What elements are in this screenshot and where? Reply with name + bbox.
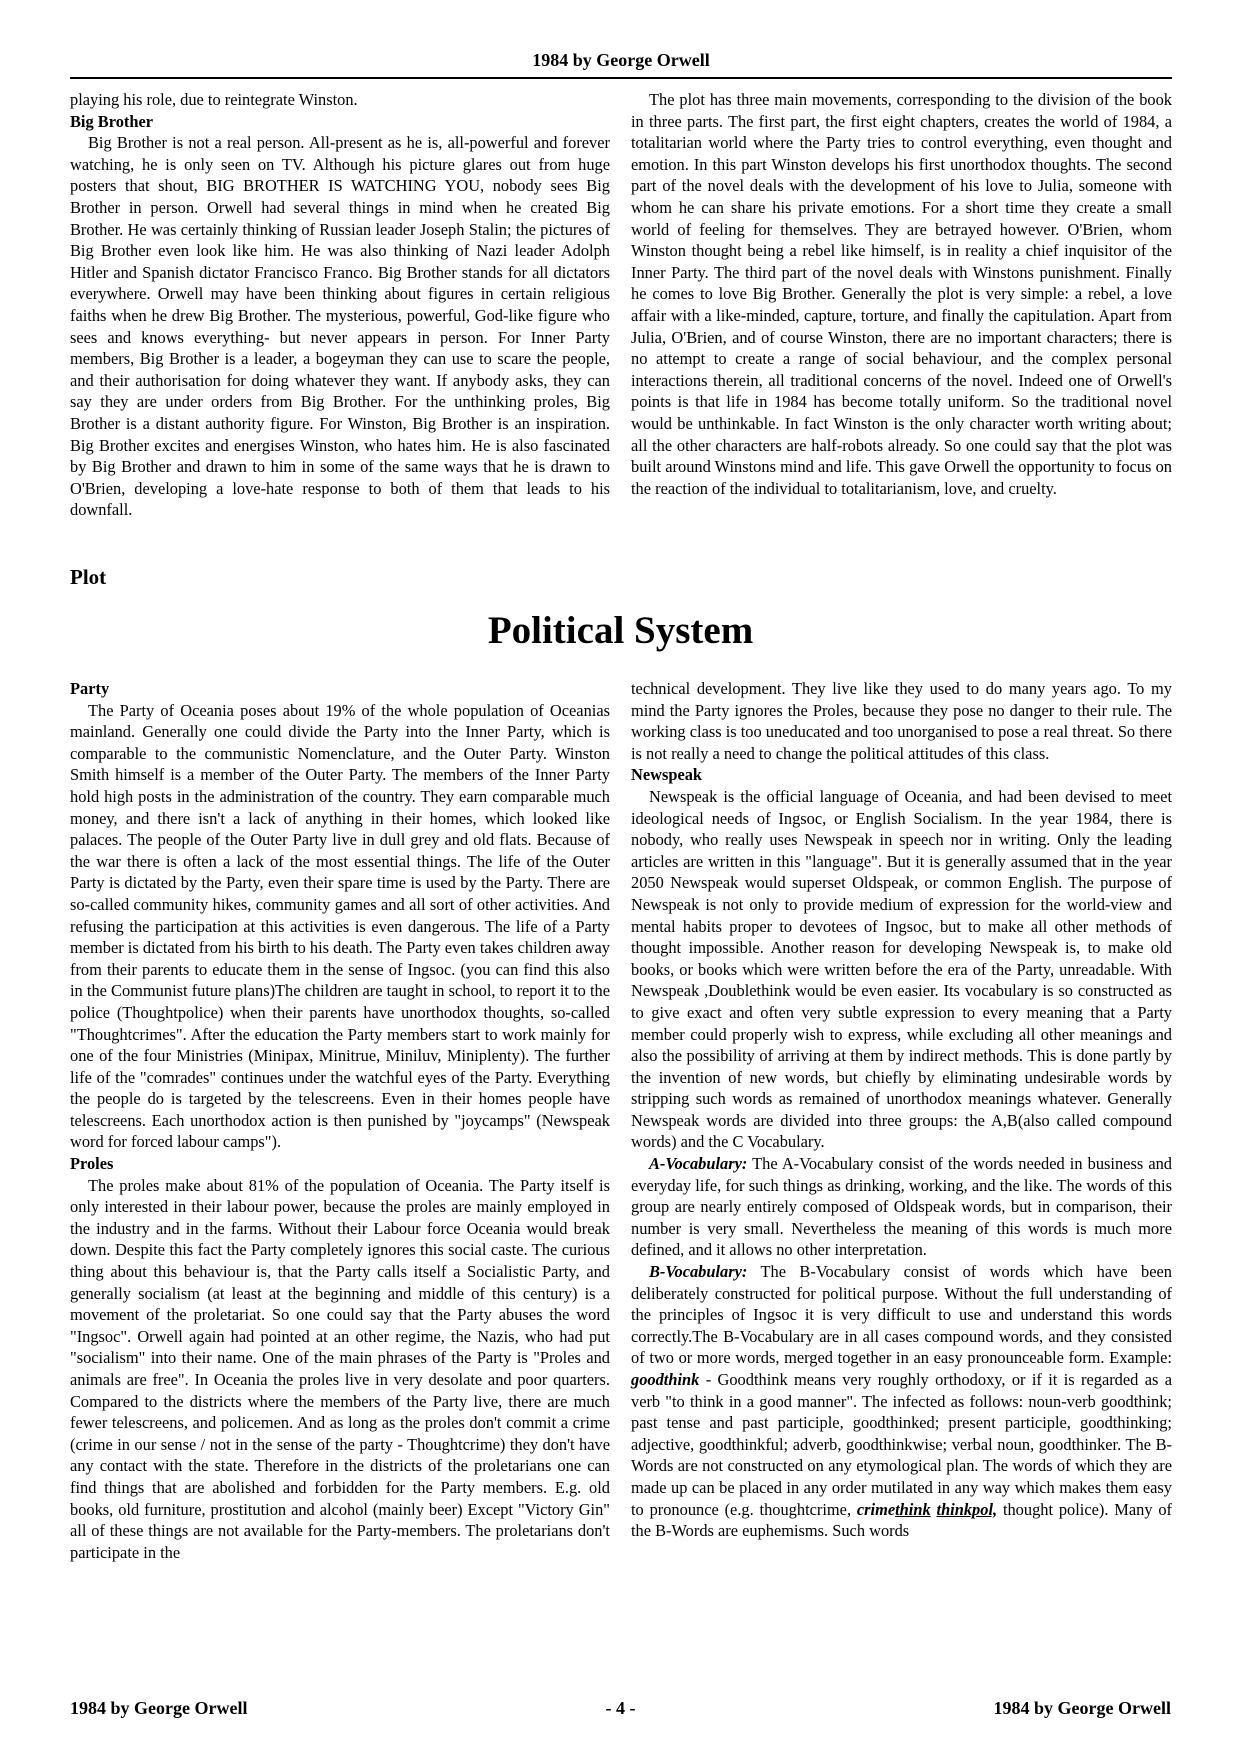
proles-paragraph: The proles make about 81% of the population of Oceania. The Party itself is only interested in their labour power, because the proles are mainly employed in the industry and in the farms. Without their Labour force Oceania would break down. Despite this fact the Party completely ignores this social caste. The curious thing about this behaviour is, that the Party calls itself a Socialistic Party, and generally socialism (at least at the beginning and middle of this century) is a movement of the proletariat. So one could say that the Party abuses the word "Ingsoc". Orwell again had pointed at an other regime, the Nazis, who had put "socialism" into their name. One of the main phrases of the Party is "Proles and animals are free". In Oceania the proles live in very desolate and poor quarters. Compared to the districts where the members of the Party live, there are much fewer telescreens, and policemen. And as long as the proles don't commit a crime (crime in our sense / not in the sense of the party - Thoughtcrime) they don't have any contact with the state. Therefore in the districts of the proletarians one can find things that are abolished and forbidden for the Party members. E.g. old books, old furniture, prostitution and alcohol (mainly beer) Except "Victory Gin" all of these things are not available for the Party-members. The proletarians don't participate in the: [70, 1175, 610, 1562]
party-paragraph: The Party of Oceania poses about 19% of the whole population of Oceanias mainland. Generally one could divide the Party into the Inner Party, which is comparable to the communistic Nomenclature, and the Outer Party. Winston Smith himself is a member of the Outer Party. The members of the Inner Party hold high posts in the administration of the country. They earn comparable much money, and there isn't a lack of anything in their homes, which looked like palaces. The people of the Outer Party live in dull grey and old flats. Because of the war there is often a lack of the most essential things. The life of the Outer Party is dictated by the Party, even their spare time is used by the Party. There are so-called community hikes, community games and all sort of other activities. And refusing the participation at this activities is even dangerous. The life of a Party member is dictated from his birth to his death. The Party even takes children away from their parents to educate them in the sense of Ingsoc. (you can find this also in the Communist future plans)The children are taught in school, to report it to the police (Thoughtpolice) when their parents have unorthodox thoughts, so-called "Thoughtcrimes". After the education the Party members start to work mainly for one of the four Ministries (Minipax, Minitrue, Miniluv, Miniplenty). The further life of the "comrades" continues under the watchful eyes of the Party. Everything the people do is targeted by the telescreens. Even in their homes people have telescreens. Each unorthodox action is then punished by "joycamps" (Newspeak word for forced labour camps").: [70, 700, 610, 1152]
a-vocabulary-paragraph: [631, 1153, 1172, 1261]
b-vocabulary-text-3: thought police). Many of the B-Words are euphemisms. Such words: [631, 1499, 1173, 1541]
proles-continued-paragraph: technical development. They live like they used to do many years ago. To my mind the Party ignores the Proles, because they pose no danger to their rule. The working class is too uneducated and too unorganised to pose a real threat. So there is not really a need to change the political attitudes of this class.: [631, 679, 1172, 763]
footer-right: 1984 by George Orwell: [993, 1698, 1171, 1718]
intro-text: playing his role, due to reintegrate Winston.: [70, 90, 358, 109]
top-left-column: [70, 89, 610, 521]
newspeak-paragraph: Newspeak is the official language of Oceania, and had been devised to meet ideological needs of Ingsoc, or English Socialism. In the year 1984, there is nobody, who really uses Newspeak in speech nor in writing. Only the leading articles are written in this "language". But it is generally assumed that in the year 2050 Newspeak would superset Oldspeak, or common English. The purpose of Newspeak is not only to provide medium of expression for the world-view and mental habits proper to devotees of Ingsoc, but to make all other methods of thought impossible. Another reason for developing Newspeak is, to make old books, or books which were written before the era of the Party, unreadable. With Newspeak ,Doublethink would be even easier. Its vocabulary is so constructed as to give exact and often very subtle expression to every meaning that a Party member could properly wish to express, while excluding all other meanings and also the possibility of arriving at them by indirect methods. This is done partly by the invention of new words, but chiefly by eliminating undesirable words by stripping such words as remained of unorthodox meanings whatever. Generally Newspeak words are divided into three groups: the A,B(also called compound words) and the C Vocabulary.: [631, 786, 1172, 1152]
crime-term: crime: [856, 1499, 896, 1519]
b-vocabulary-paragraph: [631, 1261, 1172, 1542]
think-term: think: [895, 1499, 931, 1519]
newspeak-heading: Newspeak: [631, 765, 703, 785]
section-title: Political System: [487, 609, 754, 652]
plot-paragraph: The plot has three main movements, corresponding to the division of the book in three parts. The first part, the first eight chapters, creates the world of 1984, a totalitarian world where the Party tries to control everything, even thought and emotion. In this part Winston develops his first unorthodox thoughts. The second part of the novel deals with the development of his love to Julia, someone with whom he can share his private emotions. For a short time they create a small world of feeling for themselves. They are betrayed however. O'Brien, whom Winston thought being a rebel like himself, is in reality a chief inquisitor of the Inner Party. The third part of the novel deals with Winstons punishment. Finally he comes to love Big Brother. Generally the plot is very simple: a rebel, a love affair with a like-minded, capture, torture, and finally the capitulation. Apart from Julia, O'Brien, and of course Winston, there are no important characters; there is no attempt to create a range of social behaviour, and the complex personal interactions therein, all traditional concerns of the novel. Indeed one of Orwell's points is that life in 1984 has become totally uniform. So the traditional novel would be unthinkable. In fact Winston is the only character worth writing about; all the other characters are half-robots already. So one could say that the plot was built around Winstons mind and life. This gave Orwell the opportunity to focus on the reaction of the individual to totalitarianism, love, and cruelty.: [631, 90, 1172, 498]
page-header-title: 1984 by George Orwell: [532, 50, 710, 70]
proles-heading: Proles: [70, 1154, 114, 1174]
a-vocabulary-text: The A-Vocabulary consist of the words needed in business and everyday life, for such things as drinking, working, and the like. The words of this group are nearly entirely composed of Oldspeak words, but in comparison, their number is very small. Nevertheless the meaning of this words is much more defined, and it allows no other interpretation.: [631, 1154, 1172, 1260]
bottom-left-column: [70, 678, 610, 1563]
b-vocabulary-label: B-Vocabulary:: [649, 1262, 748, 1282]
footer-page-number: - 4 -: [605, 1698, 636, 1718]
top-right-column: [631, 89, 1172, 499]
bottom-right-column: [631, 678, 1172, 1542]
big-brother-heading: Big Brother: [70, 111, 154, 131]
a-vocabulary-label: A-Vocabulary:: [649, 1154, 748, 1174]
header-rule: [70, 77, 1172, 79]
plot-heading: Plot: [70, 565, 107, 589]
b-vocabulary-text-1: The B-Vocabulary consist of words which have been deliberately constructed for political purpose. Without the full understanding of the principles of Ingsoc it is very difficult to use and understand this words correctly.The B-Vocabulary are in all cases compound words, and they consisted of two or more words, merged together in an easy pronounceable form. Example:: [631, 1262, 1172, 1368]
goodthink-term: goodthink: [631, 1370, 700, 1389]
b-vocabulary-text-2: - Goodthink means very roughly orthodoxy, or if it is regarded as a verb "to think in a good manner". The infected as follows: noun-verb goodthink; past tense and past participle, goodthinked; present participle, goodthinking; adjective, goodthinkful; adverb, goodthinkwise; verbal noun, goodthinker. The B-Words are not constructed on any etymological plan. The words of which they are made up can be placed in any order mutilated in any way which makes them easy to pronounce (e.g. thoughtcrime,: [631, 1370, 1172, 1519]
big-brother-paragraph: Big Brother is not a real person. All-present as he is, all-powerful and forever watching, he is only seen on TV. Although his picture glares out from huge posters that shout, BIG BROTHER IS WATCHING YOU, nobody sees Big Brother in person. Orwell had several things in mind when he created Big Brother. He was certainly thinking of Russian leader Joseph Stalin; the pictures of Big Brother even look like him. He was also thinking of Nazi leader Adolph Hitler and Spanish dictator Francisco Franco. Big Brother stands for all dictators everywhere. Orwell may have been thinking about figures in certain religious faiths when he drew Big Brother. The mysterious, powerful, God-like figure who sees and knows everything- but never appears in person. For Inner Party members, Big Brother is a leader, a bogeyman they can use to scare the people, and their authorisation for doing whatever they want. If anybody asks, they can say they are under orders from Big Brother. For the unthinking proles, Big Brother is a distant authority figure. For Winston, Big Brother is an inspiration. Big Brother excites and energises Winston, who hates him. He is also fascinated by Big Brother and drawn to him in some of the same ways that he is drawn to O'Brien, developing a love-hate response to both of them that leads to his downfall.: [70, 133, 610, 520]
thinkpol-term: thinkpol,: [936, 1499, 998, 1519]
footer-left: 1984 by George Orwell: [70, 1698, 248, 1718]
party-heading: Party: [70, 679, 110, 698]
